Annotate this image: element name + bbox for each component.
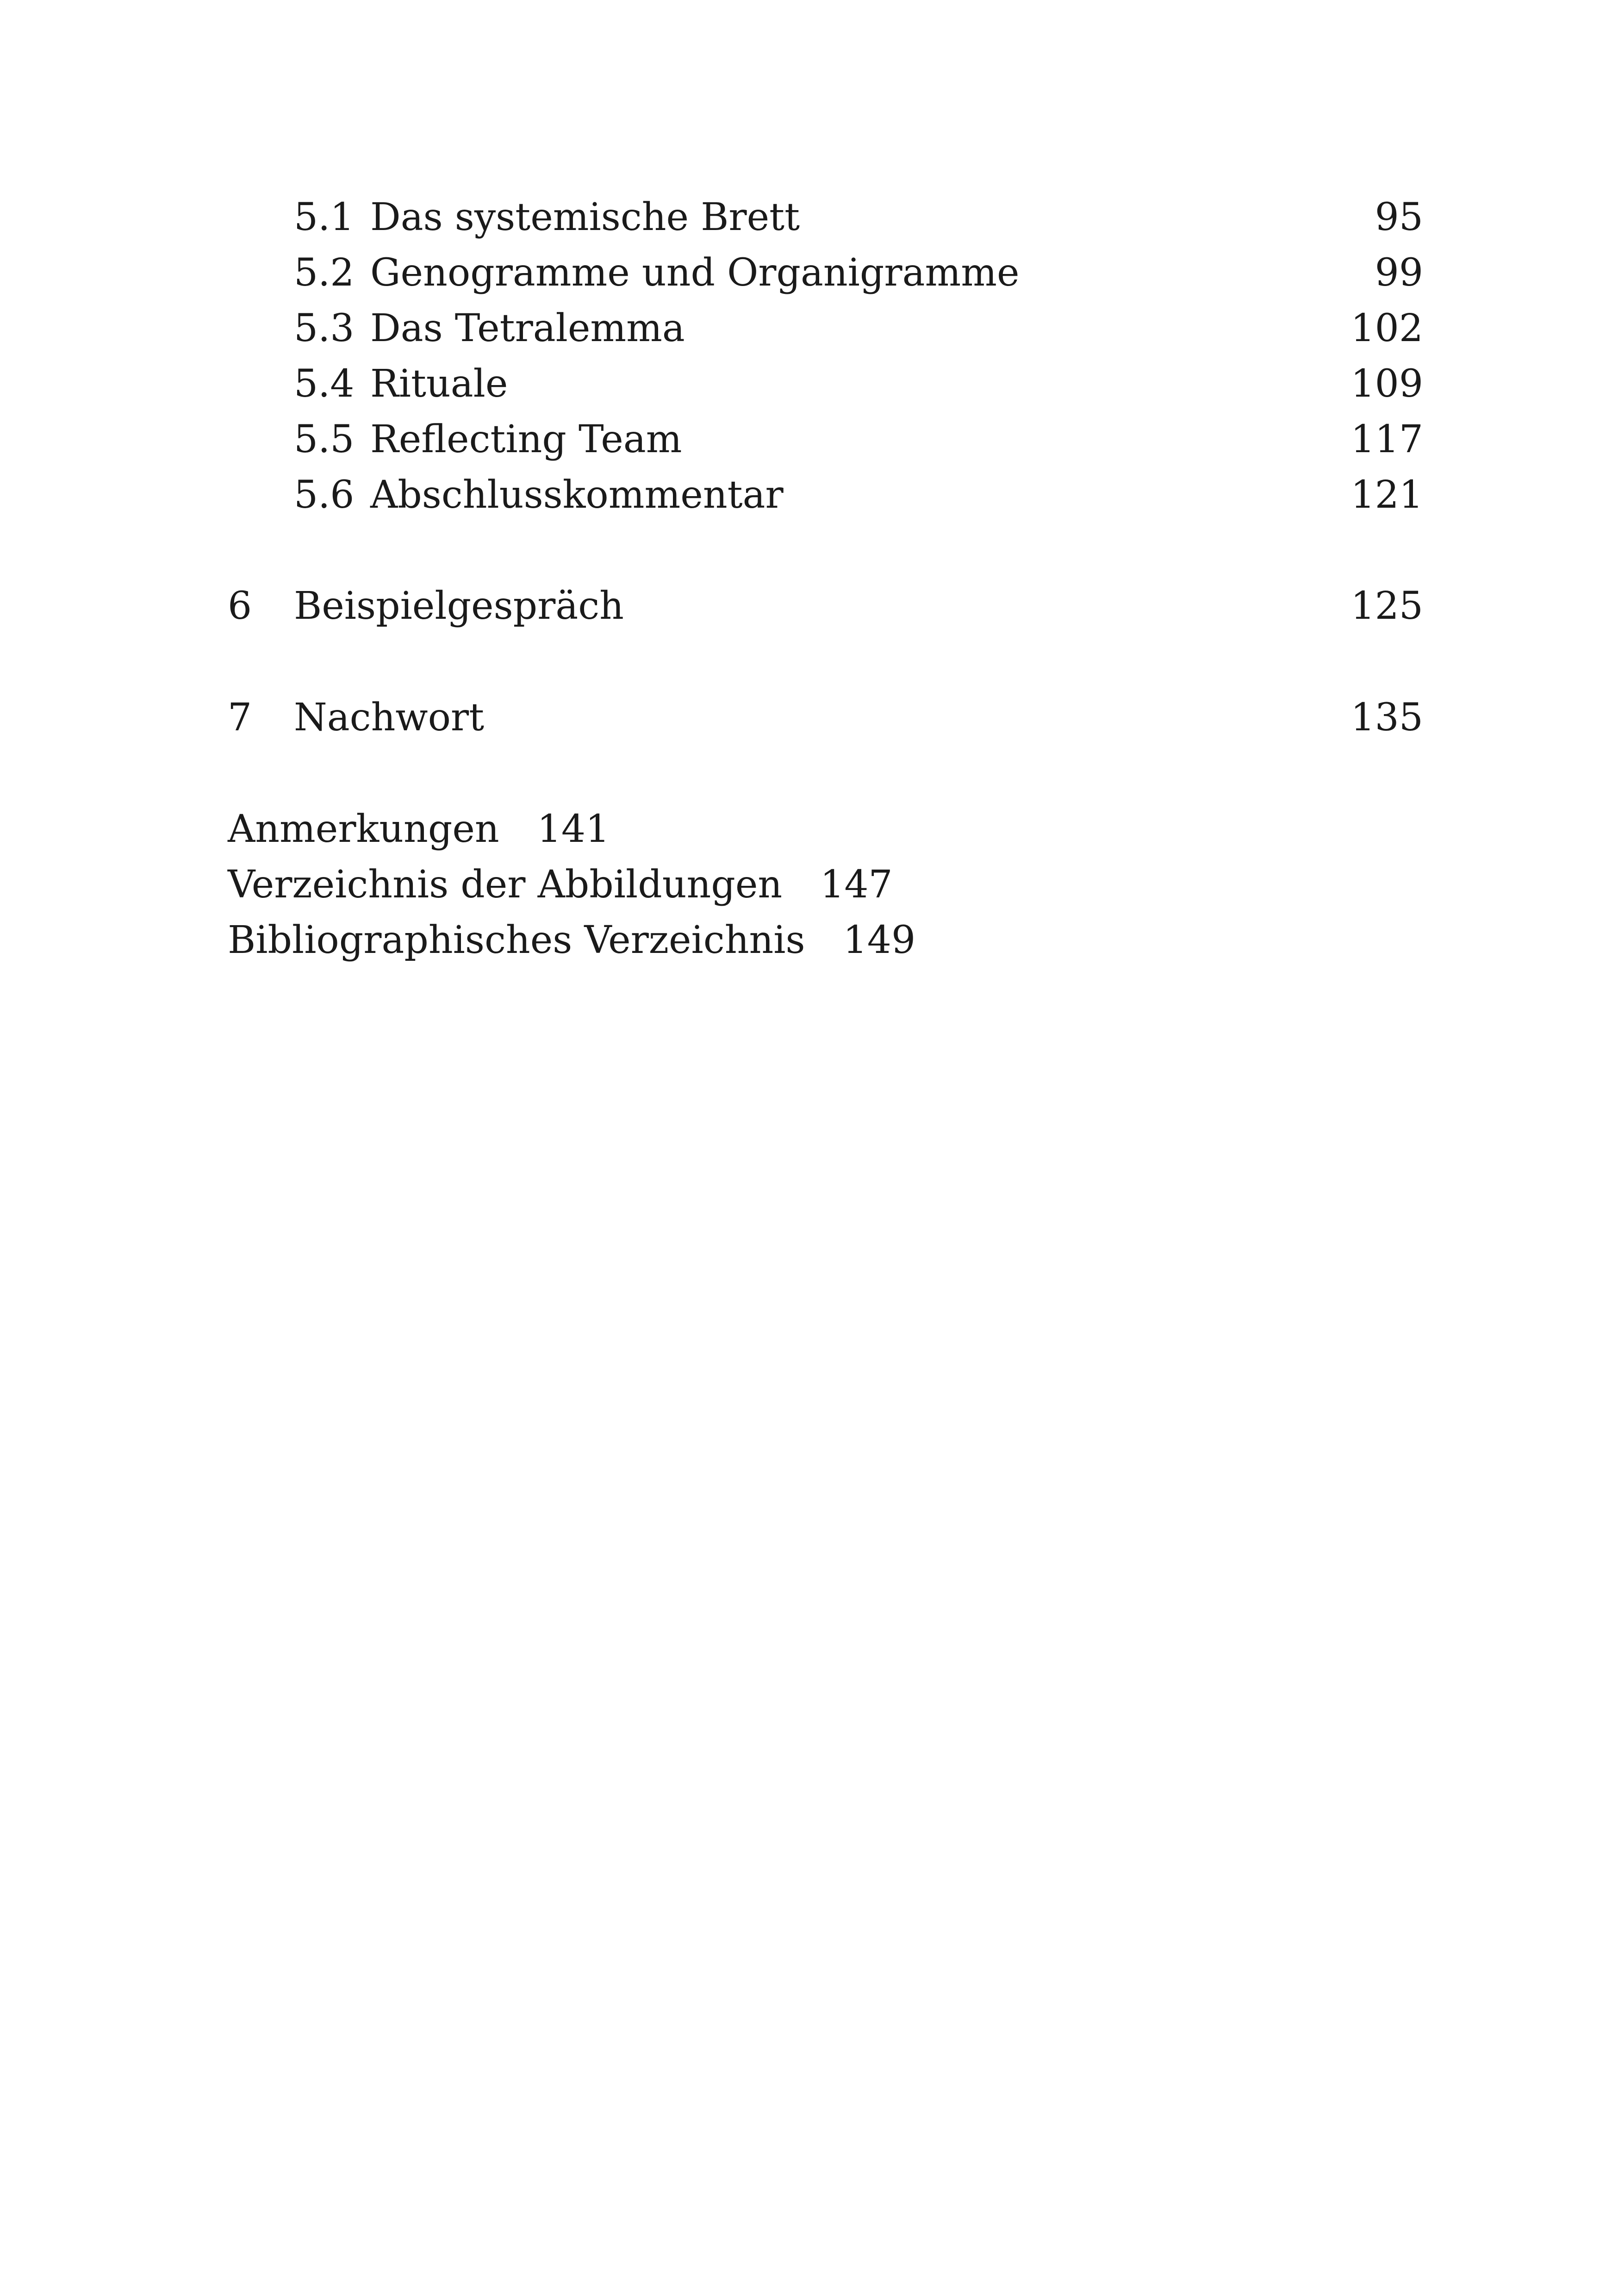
toc-entry-page: 99: [1375, 251, 1423, 295]
toc-entry-page: 147: [820, 863, 893, 907]
toc-entry-title: Reflecting Team: [370, 417, 682, 461]
toc-entry-5-6[interactable]: [294, 467, 1423, 523]
toc-entry-bibliographie[interactable]: [228, 913, 915, 968]
toc-entry-number: 5.1: [294, 195, 355, 239]
toc-entry-number: 6: [228, 584, 252, 628]
toc-entry-title: Bibliographisches Verzeichnis: [228, 918, 805, 962]
toc-entry-title: Abschlusskommentar: [370, 473, 784, 517]
toc-entry-number: 5.4: [294, 362, 355, 406]
toc-entry-number: 5.3: [294, 306, 355, 350]
toc-entry-7[interactable]: [228, 690, 1423, 746]
toc-entry-5-1[interactable]: [294, 190, 1423, 245]
toc-entry-page: 95: [1375, 195, 1423, 239]
toc-entry-page: 109: [1350, 362, 1423, 406]
toc-entry-5-5[interactable]: [294, 412, 1423, 467]
toc-entry-abbildungen[interactable]: [228, 857, 893, 913]
toc-entry-number: 5.6: [294, 473, 355, 517]
toc-entry-anmerkungen[interactable]: [228, 802, 610, 857]
toc-entry-page: 135: [1350, 696, 1423, 740]
toc-entry-number: 5.2: [294, 251, 355, 295]
toc-entry-title: Verzeichnis der Abbildungen: [228, 863, 783, 907]
toc-entry-title: Das Tetralemma: [370, 306, 685, 350]
toc-entry-title: Rituale: [370, 362, 508, 406]
toc-entry-title: Nachwort: [294, 696, 485, 740]
toc-entry-title: Genogramme und Organigramme: [370, 251, 1020, 295]
toc-entry-5-4[interactable]: [294, 356, 1423, 412]
toc-entry-page: 121: [1350, 473, 1423, 517]
toc-entry-5-2[interactable]: [294, 245, 1423, 301]
toc-entry-6[interactable]: [228, 579, 1423, 634]
toc-entry-title: Anmerkungen: [228, 807, 499, 851]
toc-entry-number: 5.5: [294, 417, 355, 461]
toc-entry-title: Beispielgespräch: [294, 584, 624, 628]
toc-entry-number: 7: [228, 696, 252, 740]
toc-entry-5-3[interactable]: [294, 301, 1423, 356]
toc-entry-title: Das systemische Brett: [370, 195, 800, 239]
toc-entry-page: 149: [843, 918, 916, 962]
toc-entry-page: 125: [1350, 584, 1423, 628]
toc-entry-page: 102: [1350, 306, 1423, 350]
toc-entry-page: 117: [1350, 417, 1423, 461]
toc-entry-page: 141: [537, 807, 610, 851]
